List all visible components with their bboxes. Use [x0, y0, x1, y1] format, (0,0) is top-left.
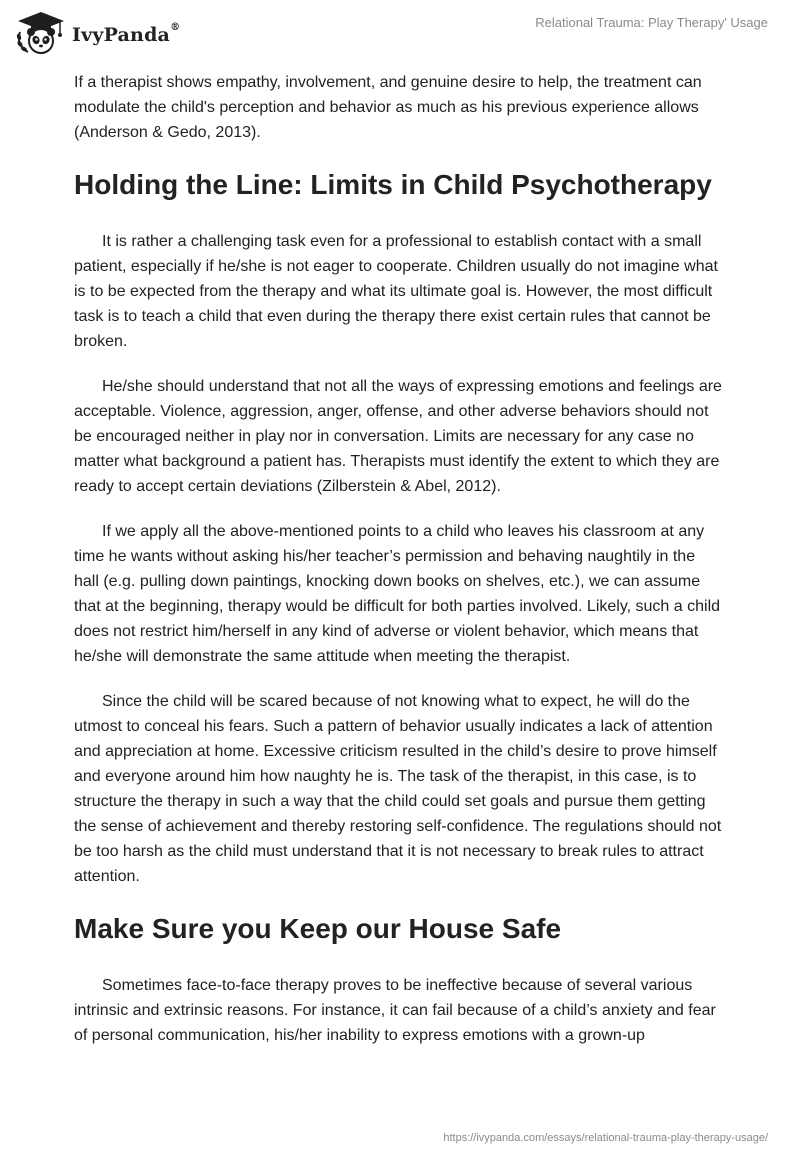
panda-graduate-icon	[14, 10, 68, 56]
essay-body	[74, 70, 724, 1068]
ivypanda-logo[interactable]	[14, 10, 180, 56]
section-heading-house-safe: Make Sure you Keep our House Safe	[74, 913, 562, 944]
source-url[interactable]: https://ivypanda.com/essays/relational-trauma-play-therapy-usage/	[443, 1132, 768, 1144]
document-title: Relational Trauma: Play Therapy' Usage	[535, 15, 768, 30]
logo-wordmark	[72, 24, 180, 46]
body-paragraph: It is rather a challenging task even for a professional to establish contact with a small patient, especially if he/she is not eager to cooperate. Children usually do not imagine what is to be expected from the therapy and what its ultimate goal is. However, the most difficult task is to teach a child that even during the therapy there exist certain rules that cannot be broken.	[74, 233, 718, 350]
body-paragraph: Sometimes face-to-face therapy proves to be ineffective because of several various intrinsic and extrinsic reasons. For instance, it can fail because of a child’s anxiety and fear of personal communication, his/her inability to express emotions with a grown-up	[74, 977, 716, 1044]
section-heading-limits: Holding the Line: Limits in Child Psychotherapy	[74, 169, 712, 200]
page-header	[0, 0, 800, 64]
body-paragraph: He/she should understand that not all the ways of expressing emotions and feelings are acceptable. Violence, aggression, anger, offense, and other adverse behaviors should not be encouraged neither in play nor in conversation. Limits are necessary for any case no matter what background a patient has. Therapists must identify the extent to which they are ready to accept certain deviations (Zilberstein & Abel, 2012).	[74, 378, 722, 495]
intro-paragraph: If a therapist shows empathy, involvement, and genuine desire to help, the treatment can modulate the child's perception and behavior as much as his previous experience allows (Anderson & Gedo, 2013).	[74, 74, 702, 141]
logo-text: IvyPanda	[72, 24, 171, 46]
body-paragraph: If we apply all the above-mentioned points to a child who leaves his classroom at any time he wants without asking his/her teacher’s permission and behaving naughtily in the hall (e.g. pulling down paintings, knocking down books on shelves, etc.), we can assume that at the beginning, therapy would be difficult for both parties involved. Likely, such a child does not restrict him/herself in any kind of adverse or violent behavior, which means that he/she will demonstrate the same attitude when meeting the therapist.	[74, 523, 721, 665]
body-paragraph: Since the child will be scared because of not knowing what to expect, he will do the utmost to conceal his fears. Such a pattern of behavior usually indicates a lack of attention and appreciation at home. Excessive criticism resulted in the child’s desire to prove himself and everyone around him how naughty he is. The task of the therapist, in this case, is to structure the therapy in such a way that the child could set goals and pursue them getting the sense of achievement and thereby restoring self-confidence. The regulations should not be too harsh as the child must understand that it is not necessary to break rules to attract attention.	[74, 693, 722, 885]
registered-mark: ®	[170, 22, 181, 33]
